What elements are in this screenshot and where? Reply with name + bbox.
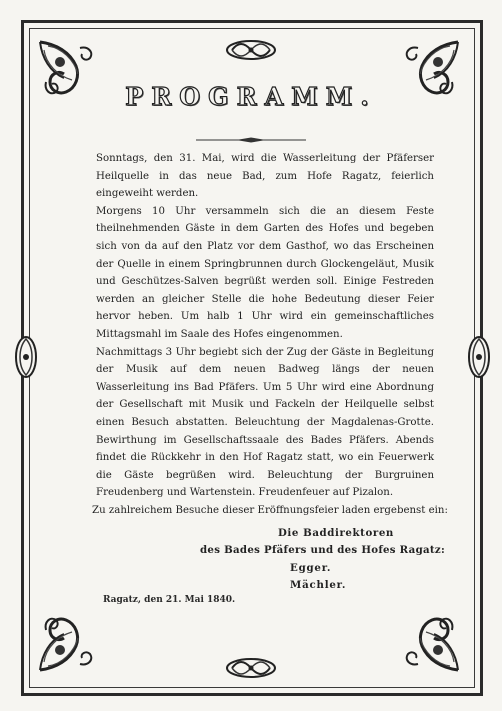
invitation-line: Zu zahlreichem Besuche dieser Eröffnungsfeier laden ergebenst ein: bbox=[92, 505, 448, 516]
right-side-ornament-icon bbox=[466, 334, 492, 380]
dateline: Ragatz, den 21. Mai 1840. bbox=[103, 595, 236, 605]
left-side-ornament-icon bbox=[13, 334, 39, 380]
paragraph-morning: Morgens 10 Uhr versammeln sich die an diesem Feste theilnehmenden Gäste in dem Garten des Hofes und begeben sich von da auf den Platz vor dem Gasthof, wo das Erscheinen der Quelle in einem Springbrunnen durch Glockengeläut, Musik und Geschützes-Salven begrüßt werden soll. Einige Festreden werden an gleicher Stelle die hohe Bedeutung dieser Feier hervor heben. Um halb 1 Uhr wird ein gemeinschaftliches Mittagsmahl im Saale des Hofes eingenommen. bbox=[96, 205, 434, 340]
signature-name-maechler: Mächler. bbox=[290, 579, 347, 591]
bottom-center-ornament-icon bbox=[224, 656, 278, 680]
signature-title: Die Baddirektoren bbox=[278, 527, 394, 539]
corner-ornament-bottom-right-icon bbox=[400, 612, 462, 674]
title-divider bbox=[196, 128, 306, 134]
paragraph-sunday: Sonntags, den 31. Mai, wird die Wasserleitung der Pfäferser Heilquelle in das neue Bad, zum Hofe Ragatz, feierlich eingeweiht werden. bbox=[96, 153, 434, 200]
program-body bbox=[96, 150, 434, 502]
signature-subtitle: des Bades Pfäfers und des Hofes Ragatz: bbox=[200, 544, 446, 556]
corner-ornament-bottom-left-icon bbox=[36, 612, 98, 674]
page-title: PROGRAMM. bbox=[125, 82, 377, 111]
top-center-ornament-icon bbox=[224, 38, 278, 62]
paragraph-afternoon: Nachmittags 3 Uhr begiebt sich der Zug der Gäste in Begleitung der Musik auf dem neuen Badweg längs der neuen Wasserleitung ins Bad Pfäfers. Um 5 Uhr wird eine Abordnung der Gesellschaft mit Musik und Fackeln der Heilquelle selbst einen Besuch abstatten. Beleuchtung der Magdalenas-Grotte. Bewirthung im Gesellschaftssaale des Bades Pfäfers. Abends findet die Rückkehr in den Hof Ragatz statt, wo ein Feuerwerk die Gäste begrüßen wird. Beleuchtung der Burgruinen Freudenberg und Wartenstein. Freudenfeuer auf Pizalon. bbox=[96, 346, 434, 499]
signature-name-egger: Egger. bbox=[290, 562, 332, 574]
